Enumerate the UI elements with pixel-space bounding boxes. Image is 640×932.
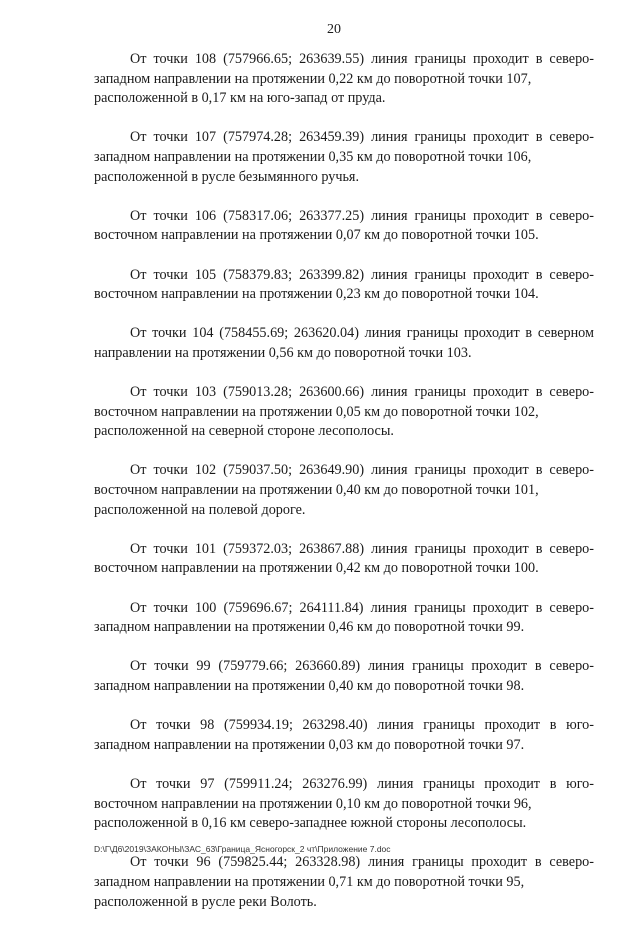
paragraph-point-106: От точки 106 (758317.06; 263377.25) линия границы проходит в северо-восточном направлении на протяжении 0,07 км до поворотной точки 105. xyxy=(94,207,594,244)
paragraph-point-108: От точки 108 (757966.65; 263639.55) линия границы проходит в северо-западном направлении на протяжении 0,22 км до поворотной точки 107, расположенной в 0,17 км на юго-запад от пруда. xyxy=(94,51,594,107)
paragraph-point-101: От точки 101 (759372.03; 263867.88) линия границы проходит в северо-восточном направлении на протяжении 0,42 км до поворотной точки 100. xyxy=(94,540,594,577)
paragraph-point-103: От точки 103 (759013.28; 263600.66) линия границы проходит в северо-восточном направлении на протяжении 0,05 км до поворотной точки 102, расположенной на северной стороне лесополосы. xyxy=(94,384,594,440)
paragraph-point-102: От точки 102 (759037.50; 263649.90) линия границы проходит в северо-восточном направлении на протяжении 0,40 км до поворотной точки 101, расположенной на полевой дороге. xyxy=(94,462,594,518)
paragraph-point-104: От точки 104 (758455.69; 263620.04) линия границы проходит в северном направлении на протяжении 0,56 км до поворотной точки 103. xyxy=(94,325,594,361)
paragraph-point-107: От точки 107 (757974.28; 263459.39) линия границы проходит в северо-западном направлении на протяжении 0,35 км до поворотной точки 106, расположенной в русле безымянного ручья. xyxy=(94,129,594,185)
paragraph-point-98: От точки 98 (759934.19; 263298.40) линия границы проходит в юго-западном направлении на протяжении 0,03 км до поворотной точки 97. xyxy=(94,717,594,753)
page-number: 20 xyxy=(327,22,341,37)
paragraph-point-105: От точки 105 (758379.83; 263399.82) линия границы проходит в северо-восточном направлении на протяжении 0,23 км до поворотной точки 104. xyxy=(94,266,594,303)
paragraph-point-96: От точки 96 (759825.44; 263328.98) линия границы проходит в северо-западном направлении на протяжении 0,71 км до поворотной точки 95, расположенной в русле реки Волоть. xyxy=(94,854,594,910)
document-body xyxy=(94,50,594,932)
file-path-footer: D:\Г\Д6\2019\ЗАКОНЫ\ЗАС_63\Граница_Ясногорск_2 чт\Приложение 7.doc xyxy=(94,844,391,854)
paragraph-point-99: От точки 99 (759779.66; 263660.89) линия границы проходит в северо-западном направлении на протяжении 0,40 км до поворотной точки 98. xyxy=(94,658,594,694)
paragraph-point-97: От точки 97 (759911.24; 263276.99) линия границы проходит в юго-восточном направлении на протяжении 0,10 км до поворотной точки 96, расположенной в 0,16 км северо-западнее южной стороны лесополосы. xyxy=(94,775,594,832)
paragraph-point-100: От точки 100 (759696.67; 264111.84) линия границы проходит в северо-западном направлении на протяжении 0,46 км до поворотной точки 99. xyxy=(94,599,594,636)
